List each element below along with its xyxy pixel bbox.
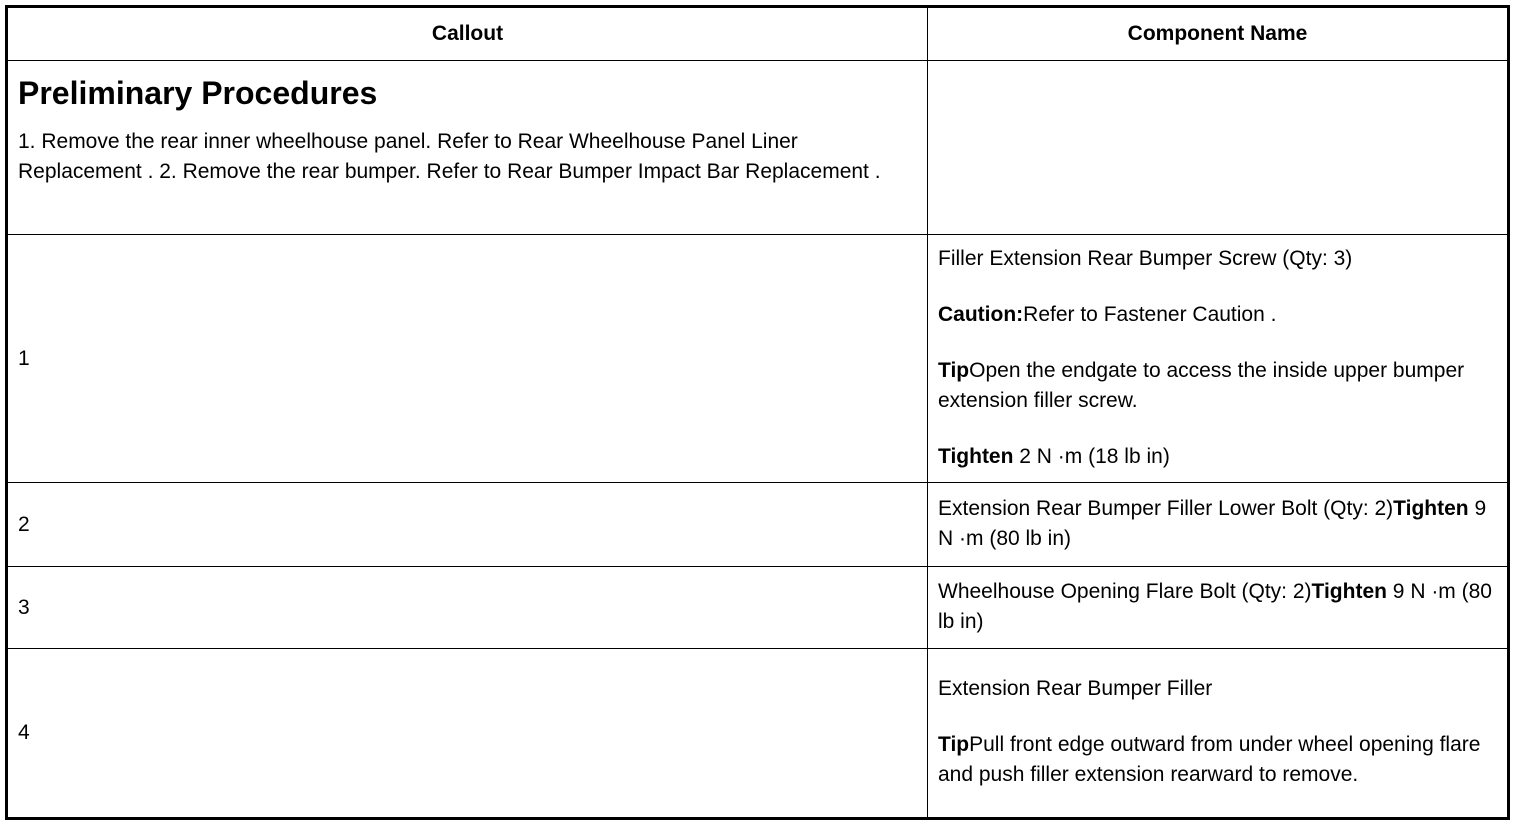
component-cell	[928, 649, 1509, 819]
caution-text: Refer to Fastener Caution .	[1023, 302, 1277, 326]
tip-line	[938, 730, 1497, 790]
component-cell	[928, 567, 1509, 649]
tip-text: Pull front edge outward from under wheel opening flare and push filler extension rearward to remove.	[938, 733, 1481, 786]
component-line	[938, 494, 1497, 554]
tighten-label: Tighten	[1311, 579, 1387, 603]
header-component-name: Component Name	[928, 7, 1509, 61]
tighten-text: 2 N ·m (18 lb in)	[1013, 444, 1170, 468]
preliminary-row	[7, 61, 1509, 235]
component-name: Filler Extension Rear Bumper Screw (Qty: 3)	[938, 246, 1353, 270]
tip-label: Tip	[938, 358, 970, 382]
preliminary-empty-cell	[928, 61, 1509, 235]
component-line	[938, 577, 1497, 637]
preliminary-text: 1. Remove the rear inner wheelhouse panel. Refer to Rear Wheelhouse Panel Liner Replacement . 2. Remove the rear bumper. Refer to Rear Bumper Impact Bar Replacement .	[18, 130, 881, 183]
tip-label: Tip	[938, 733, 970, 756]
component-name: Wheelhouse Opening Flare Bolt (Qty: 2)	[938, 579, 1312, 603]
callout-cell: 1	[7, 235, 928, 483]
tighten-line	[938, 442, 1497, 472]
caution-line	[938, 300, 1497, 330]
component-cell	[928, 235, 1509, 483]
component-name: Extension Rear Bumper Filler	[938, 677, 1213, 700]
table-row	[7, 649, 1509, 819]
tip-text: Open the endgate to access the inside upper bumper extension filler screw.	[938, 358, 1465, 412]
callout-cell: 2	[7, 483, 928, 567]
table-row	[7, 567, 1509, 649]
tighten-label: Tighten	[1393, 496, 1469, 520]
header-row	[7, 7, 1509, 61]
callout-cell: 3	[7, 567, 928, 649]
preliminary-title: Preliminary Procedures	[18, 75, 378, 111]
tighten-text: 9 N ·m (80 lb in)	[938, 579, 1492, 633]
callout-cell: 4	[7, 649, 928, 819]
caution-label: Caution:	[938, 302, 1024, 326]
table-row	[7, 483, 1509, 567]
tip-line	[938, 356, 1497, 416]
table-row	[7, 235, 1509, 483]
preliminary-cell	[7, 61, 928, 235]
tighten-text: 9 N ·m (80 lb in)	[938, 496, 1487, 550]
tighten-label: Tighten	[938, 444, 1014, 468]
header-callout: Callout	[7, 7, 928, 61]
component-cell	[928, 483, 1509, 567]
procedure-table	[5, 5, 1510, 820]
component-name: Extension Rear Bumper Filler Lower Bolt (Qty: 2)	[938, 496, 1394, 520]
